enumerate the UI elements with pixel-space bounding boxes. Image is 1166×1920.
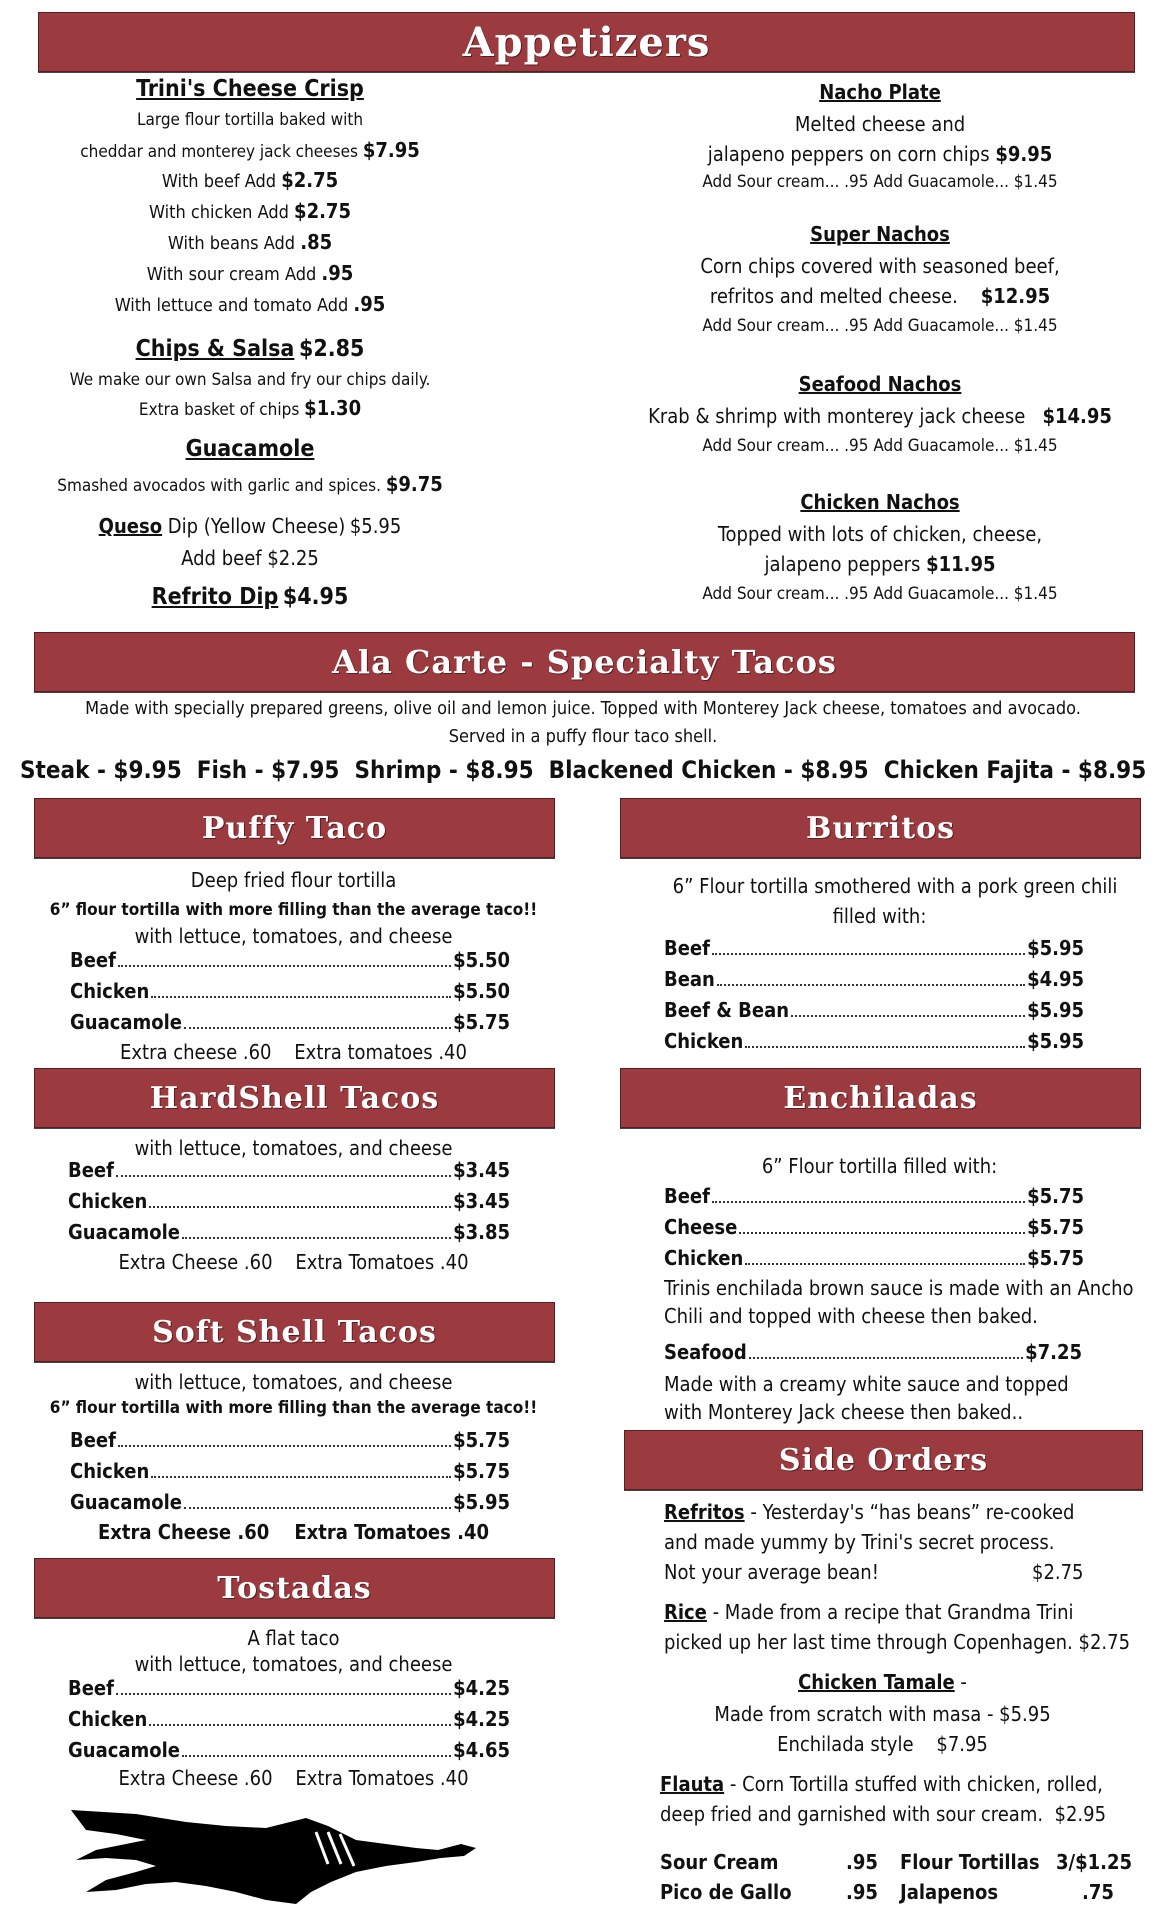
chips-salsa-desc1: We make our own Salsa and fry our chips daily. — [69, 370, 431, 390]
jalapenos-name: Jalapenos — [900, 1880, 999, 1904]
queso-name: Queso — [98, 514, 163, 538]
addon-line — [60, 199, 440, 223]
seafood-nachos-title: Seafood Nachos — [798, 372, 962, 396]
dot-leader — [116, 1693, 451, 1695]
flour-tortillas-name: Flour Tortillas — [900, 1850, 1040, 1874]
flour-tortillas-price: 3/$1.25 — [1056, 1850, 1133, 1874]
tamale-dash: - — [954, 1670, 967, 1694]
enchiladas-item-name: Cheese — [664, 1215, 738, 1239]
enchiladas-seafood-price: $7.25 — [1025, 1340, 1082, 1364]
hardshell-extra: Extra Cheese .60 Extra Tomatoes .40 — [118, 1250, 469, 1274]
addon-line — [60, 292, 440, 316]
appetizers-banner: Appetizers — [38, 12, 1135, 72]
hardshell-row — [68, 1220, 510, 1244]
specialty-tacos-banner: Ala Carte - Specialty Tacos — [34, 632, 1135, 692]
refritos-line1 — [664, 1500, 1074, 1524]
hardshell-item-name: Beef — [68, 1158, 114, 1182]
seafood-nachos-desc1 — [620, 404, 1140, 428]
burritos-item-name: Beef & Bean — [664, 998, 790, 1022]
super-nachos-desc2 — [630, 284, 1130, 308]
dot-leader — [118, 965, 451, 967]
nacho-plate-title: Nacho Plate — [819, 80, 941, 104]
hardshell-banner: HardShell Tacos — [34, 1068, 555, 1128]
puffy-taco-banner: Puffy Taco — [34, 798, 555, 858]
dot-leader — [712, 953, 1025, 955]
puffy-item-name: Guacamole — [70, 1010, 183, 1034]
burritos-row — [664, 998, 1084, 1022]
chips-salsa-price: $2.85 — [298, 336, 365, 362]
rice-l2: picked up her last time through Copenhagen. — [664, 1630, 1073, 1654]
refrito-name: Refrito Dip — [151, 584, 279, 610]
dot-leader — [149, 1724, 451, 1726]
queso-add — [60, 546, 440, 570]
tamale-line1 — [624, 1702, 1141, 1726]
rice-price: $2.75 — [1078, 1630, 1131, 1654]
addon-price: $2.75 — [281, 168, 339, 192]
puffy-item-name: Beef — [70, 948, 116, 972]
flauta-line2 — [660, 1802, 1106, 1826]
softshell-item-name: Beef — [70, 1428, 116, 1452]
burritos-banner: Burritos — [620, 798, 1141, 858]
chips-salsa-price2: $1.30 — [304, 396, 362, 420]
super-nachos-desc2-text: refritos and melted cheese. — [709, 284, 958, 308]
tostadas-banner: Tostadas — [34, 1558, 555, 1618]
tostadas-row — [68, 1707, 510, 1731]
burritos-item-price: $4.95 — [1027, 967, 1084, 991]
enchiladas-item-price: $5.75 — [1027, 1246, 1084, 1270]
dot-leader — [184, 1027, 451, 1029]
seafood-nachos-desc1-text: Krab & shrimp with monterey jack cheese — [648, 404, 1026, 428]
enchiladas-note3: Made with a creamy white sauce and topped — [664, 1372, 1069, 1396]
softshell-row — [70, 1428, 510, 1452]
refritos-price: $2.75 — [1032, 1560, 1084, 1584]
hardshell-row — [68, 1189, 510, 1213]
guacamole-title: Guacamole — [185, 436, 315, 462]
side-orders-banner: Side Orders — [624, 1430, 1143, 1490]
tostadas-item-price: $4.65 — [453, 1738, 510, 1762]
queso-add-text: Add beef — [181, 546, 262, 570]
hardshell-item-price: $3.45 — [453, 1158, 510, 1182]
queso-rest: Dip (Yellow Cheese) — [162, 514, 346, 538]
softshell-item-price: $5.95 — [453, 1490, 510, 1514]
addon-price: .85 — [300, 230, 333, 254]
puffy-row — [70, 948, 510, 972]
tostadas-item-name: Guacamole — [68, 1738, 181, 1762]
chicken-nachos-desc2 — [630, 552, 1130, 576]
softshell-row — [70, 1490, 510, 1514]
burritos-desc1: 6” Flour tortilla smothered with a pork green chili — [672, 874, 1118, 898]
enchiladas-row — [664, 1246, 1084, 1270]
hardshell-item-name: Guacamole — [68, 1220, 181, 1244]
addon-label: With lettuce and tomato Add — [114, 295, 354, 316]
refritos-line3: Not your average bean! — [664, 1560, 879, 1584]
burritos-item-name: Bean — [664, 967, 715, 991]
queso-add-price: $2.25 — [267, 546, 319, 570]
burritos-item-price: $5.95 — [1027, 998, 1084, 1022]
puffy-desc3: with lettuce, tomatoes, and cheese — [134, 924, 453, 948]
chicken-nachos-desc2-text: jalapeno peppers — [764, 552, 921, 576]
chicken-nachos-desc1: Topped with lots of chicken, cheese, — [717, 522, 1043, 546]
flauta-line1 — [660, 1772, 1103, 1796]
super-nachos-addon: Add Sour cream... .95 Add Guacamole... $1.45 — [702, 316, 1058, 336]
super-nachos-price: $12.95 — [980, 284, 1051, 308]
softshell-item-price: $5.75 — [453, 1428, 510, 1452]
guacamole-desc-text: Smashed avocados with garlic and spices. — [57, 476, 381, 496]
cheese-crisp-desc2-text: cheddar and monterey jack cheeses — [80, 142, 358, 162]
queso-price: $5.95 — [349, 514, 402, 538]
chips-salsa-name: Chips & Salsa — [135, 336, 295, 362]
softshell-row — [70, 1459, 510, 1483]
enchiladas-note2: Chili and topped with cheese then baked. — [664, 1304, 1038, 1328]
queso-title — [50, 514, 450, 538]
seafood-nachos-addon: Add Sour cream... .95 Add Guacamole... $1.45 — [702, 436, 1058, 456]
flauta-l1: - Corn Tortilla stuffed with chicken, rolled, — [724, 1772, 1103, 1796]
rice-name: Rice — [664, 1600, 707, 1624]
enchiladas-item-name: Beef — [664, 1184, 710, 1208]
addon-label: With chicken Add — [149, 202, 295, 223]
dot-leader — [182, 1755, 451, 1757]
puffy-row — [70, 979, 510, 1003]
chicken-nachos-price: $11.95 — [926, 552, 996, 576]
tostadas-item-price: $4.25 — [453, 1676, 510, 1700]
enchiladas-note4: with Monterey Jack cheese then baked.. — [664, 1400, 1024, 1424]
enchiladas-desc1: 6” Flour tortilla filled with: — [761, 1154, 998, 1178]
puffy-item-price: $5.50 — [453, 948, 510, 972]
specialty-prices: Steak - $9.95 Fish - $7.95 Shrimp - $8.95 Blackened Chicken - $8.95 Chicken Fajita - $8.95 — [20, 756, 1147, 784]
super-nachos-desc1: Corn chips covered with seasoned beef, — [700, 254, 1060, 278]
enchiladas-seafood-row — [664, 1340, 1082, 1364]
dot-leader — [151, 996, 451, 998]
tostadas-desc2: with lettuce, tomatoes, and cheese — [134, 1652, 453, 1676]
tamale-l2: Enchilada style — [777, 1732, 914, 1756]
rice-line1 — [664, 1600, 1074, 1624]
burritos-item-price: $5.95 — [1027, 936, 1084, 960]
softshell-item-name: Guacamole — [70, 1490, 183, 1514]
guacamole-price: $9.75 — [385, 472, 443, 496]
nacho-plate-addon: Add Sour cream... .95 Add Guacamole... $1.45 — [702, 172, 1058, 192]
pico-name: Pico de Gallo — [660, 1880, 792, 1904]
addon-line — [60, 261, 440, 285]
dot-leader — [712, 1201, 1025, 1203]
nacho-plate-price: $9.95 — [995, 142, 1053, 166]
sour-cream-price: .95 — [846, 1850, 878, 1874]
burritos-item-name: Chicken — [664, 1029, 744, 1053]
burritos-row — [664, 1029, 1084, 1053]
dot-leader — [745, 1046, 1025, 1048]
chips-salsa-title — [60, 336, 440, 362]
puffy-item-price: $5.75 — [453, 1010, 510, 1034]
tostadas-row — [68, 1676, 510, 1700]
hardshell-item-name: Chicken — [68, 1189, 148, 1213]
hardshell-item-price: $3.85 — [453, 1220, 510, 1244]
softshell-desc2: 6” flour tortilla with more filling than the average taco!! — [49, 1398, 538, 1418]
enchiladas-item-price: $5.75 — [1027, 1184, 1084, 1208]
tostadas-item-name: Chicken — [68, 1707, 148, 1731]
puffy-desc2: 6” flour tortilla with more filling than the average taco!! — [49, 900, 538, 920]
nacho-plate-desc2-text: jalapeno peppers on corn chips — [707, 142, 990, 166]
addon-price: .95 — [353, 292, 386, 316]
refrito-dip — [60, 584, 440, 610]
rice-l1: - Made from a recipe that Grandma Trini — [706, 1600, 1074, 1624]
dot-leader — [151, 1476, 451, 1478]
flauta-price: $2.95 — [1054, 1802, 1107, 1826]
cheese-crisp-price: $7.95 — [362, 138, 420, 162]
dot-leader — [749, 1357, 1023, 1359]
tamale-line2 — [624, 1732, 1141, 1756]
addon-label: With beef Add — [161, 171, 282, 192]
flauta-l2: deep fried and garnished with sour cream. — [660, 1802, 1044, 1826]
pico-price: .95 — [846, 1880, 878, 1904]
guacamole-desc — [40, 472, 460, 496]
tostadas-row — [68, 1738, 510, 1762]
nacho-plate-desc1: Melted cheese and — [794, 112, 966, 136]
chips-salsa-desc2-text: Extra basket of chips — [138, 400, 300, 420]
dot-leader — [182, 1237, 451, 1239]
refrito-price: $4.95 — [282, 584, 349, 610]
enchiladas-row — [664, 1184, 1084, 1208]
dot-leader — [116, 1175, 451, 1177]
specialty-desc2: Served in a puffy flour taco shell. — [448, 726, 718, 747]
rice-line2 — [664, 1630, 1130, 1654]
hardshell-desc1: with lettuce, tomatoes, and cheese — [134, 1136, 453, 1160]
addon-label: With sour cream Add — [146, 264, 322, 285]
burritos-item-price: $5.95 — [1027, 1029, 1084, 1053]
addon-line — [60, 168, 440, 192]
cheese-crisp-desc2 — [40, 138, 460, 162]
dot-leader — [791, 1015, 1025, 1017]
dot-leader — [739, 1232, 1025, 1234]
dot-leader — [118, 1445, 451, 1447]
enchiladas-item-price: $5.75 — [1027, 1215, 1084, 1239]
dot-leader — [717, 984, 1025, 986]
addon-price: $2.75 — [294, 199, 351, 223]
tamale-price2: $7.95 — [936, 1732, 988, 1756]
burritos-row — [664, 936, 1084, 960]
puffy-desc1: Deep fried flour tortilla — [190, 868, 397, 892]
refritos-line2: and made yummy by Trini's secret process. — [664, 1530, 1055, 1554]
hardshell-row — [68, 1158, 510, 1182]
burritos-desc2: filled with: — [832, 904, 927, 928]
chicken-nachos-title: Chicken Nachos — [800, 490, 960, 514]
chicken-nachos-addon: Add Sour cream... .95 Add Guacamole... $1.45 — [702, 584, 1058, 604]
softshell-extra: Extra Cheese .60 Extra Tomatoes .40 — [98, 1520, 489, 1544]
dot-leader — [745, 1263, 1025, 1265]
enchiladas-item-name: Chicken — [664, 1246, 744, 1270]
chips-salsa-desc2 — [60, 396, 440, 420]
cheese-crisp-desc1: Large flour tortilla baked with — [136, 110, 364, 130]
burritos-item-name: Beef — [664, 936, 710, 960]
addon-label: With beans Add — [167, 233, 301, 254]
tostadas-item-name: Beef — [68, 1676, 114, 1700]
tostadas-extra: Extra Cheese .60 Extra Tomatoes .40 — [118, 1766, 469, 1790]
enchiladas-seafood-name: Seafood — [664, 1340, 747, 1364]
roadrunner-icon — [66, 1800, 516, 1915]
flauta-name: Flauta — [660, 1772, 725, 1796]
refritos-name: Refritos — [664, 1500, 745, 1524]
puffy-item-price: $5.50 — [453, 979, 510, 1003]
burritos-row — [664, 967, 1084, 991]
puffy-row — [70, 1010, 510, 1034]
tostadas-desc1: A flat taco — [247, 1626, 340, 1650]
refritos-l1: - Yesterday's “has beans” re-cooked — [744, 1500, 1075, 1524]
tamale-title — [624, 1670, 1141, 1694]
softshell-banner: Soft Shell Tacos — [34, 1302, 555, 1362]
super-nachos-title: Super Nachos — [810, 222, 950, 246]
softshell-item-price: $5.75 — [453, 1459, 510, 1483]
addon-line — [60, 230, 440, 254]
tamale-l1: Made from scratch with masa - — [714, 1702, 994, 1726]
puffy-extra: Extra cheese .60 Extra tomatoes .40 — [120, 1040, 467, 1064]
tostadas-item-price: $4.25 — [453, 1707, 510, 1731]
specialty-desc1: Made with specially prepared greens, olive oil and lemon juice. Topped with Monterey Jack cheese, tomatoes and avocado. — [85, 698, 1081, 719]
addon-price: .95 — [321, 261, 354, 285]
seafood-nachos-price: $14.95 — [1042, 404, 1112, 428]
cheese-crisp-title: Trini's Cheese Crisp — [136, 76, 364, 102]
hardshell-item-price: $3.45 — [453, 1189, 510, 1213]
tamale-price1: $5.95 — [999, 1702, 1051, 1726]
dot-leader — [184, 1507, 451, 1509]
sour-cream-name: Sour Cream — [660, 1850, 779, 1874]
jalapenos-price: .75 — [1082, 1880, 1114, 1904]
tamale-name: Chicken Tamale — [798, 1670, 955, 1694]
nacho-plate-desc2 — [630, 142, 1130, 166]
enchiladas-row — [664, 1215, 1084, 1239]
softshell-desc1: with lettuce, tomatoes, and cheese — [134, 1370, 453, 1394]
dot-leader — [149, 1206, 451, 1208]
softshell-item-name: Chicken — [70, 1459, 150, 1483]
enchiladas-note1: Trinis enchilada brown sauce is made with an Ancho — [664, 1276, 1134, 1300]
puffy-item-name: Chicken — [70, 979, 150, 1003]
enchiladas-banner: Enchiladas — [620, 1068, 1141, 1128]
